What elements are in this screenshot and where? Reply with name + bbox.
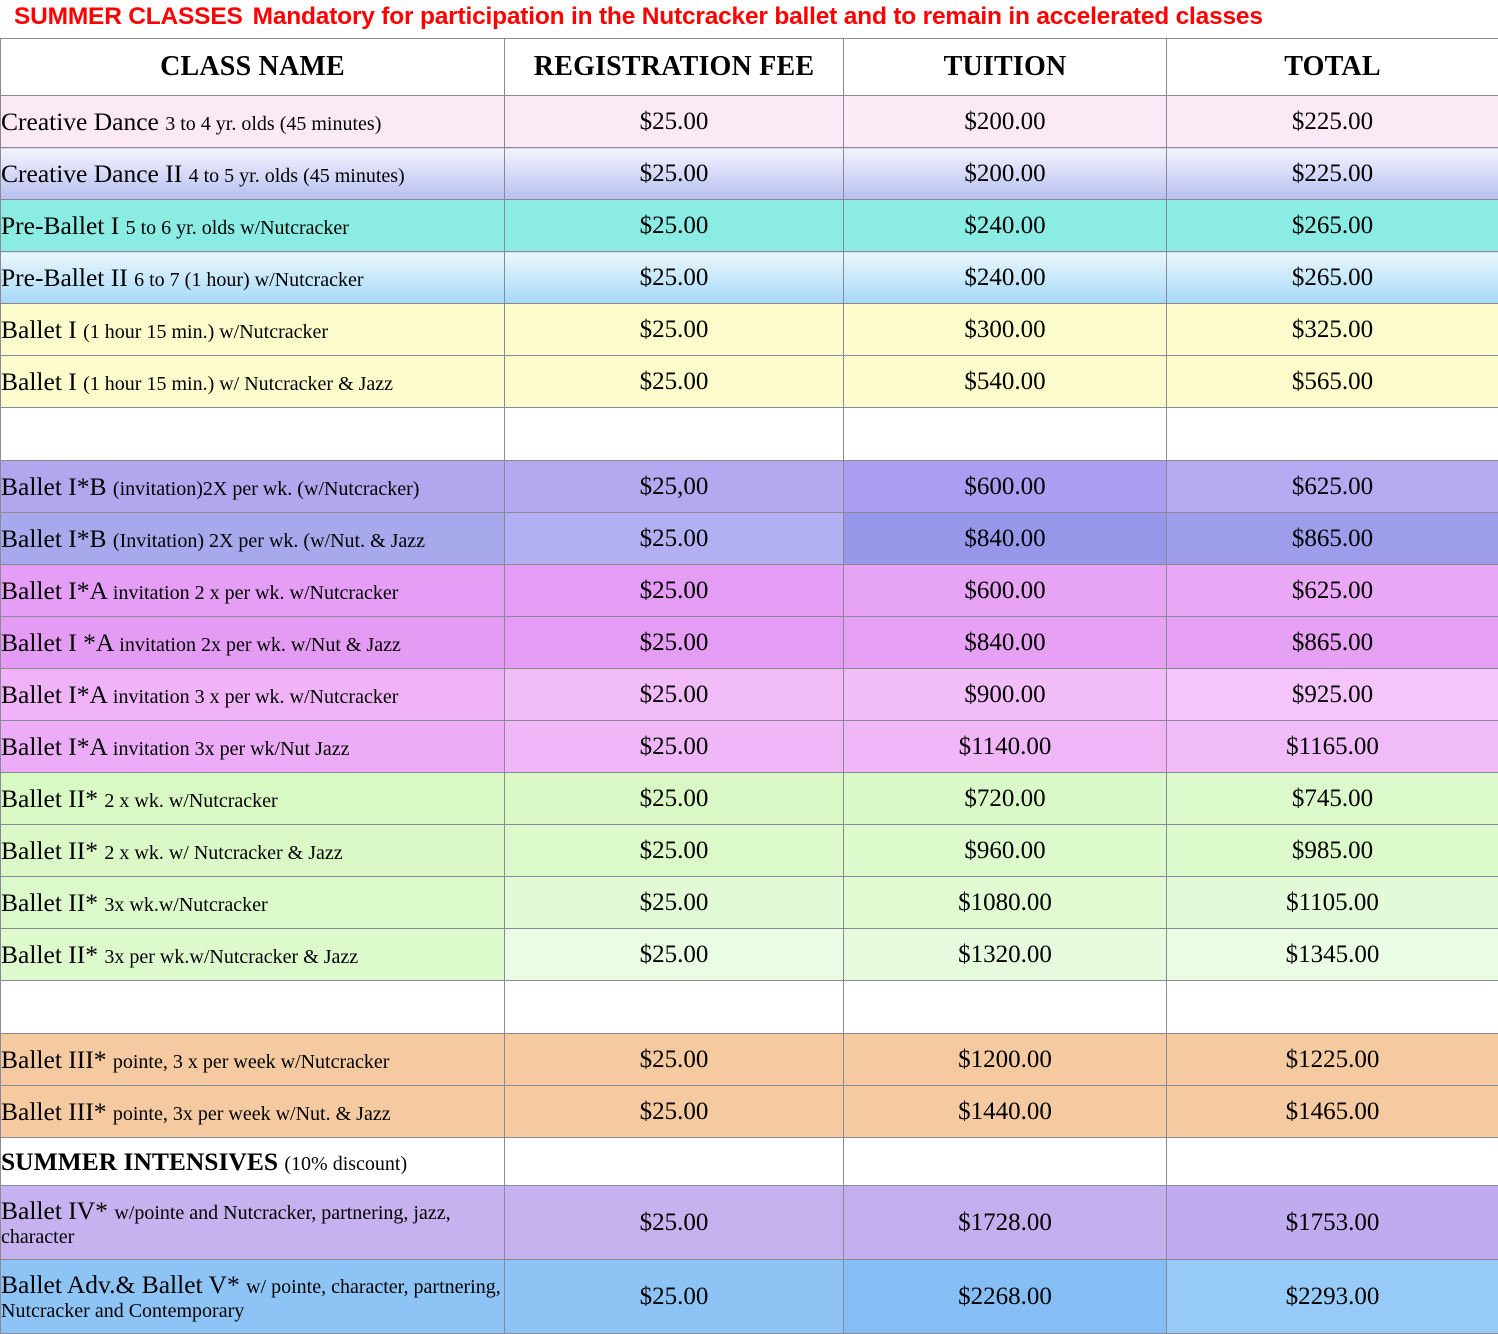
cell-total: $265.00 xyxy=(1167,200,1498,252)
table-row xyxy=(1,96,1498,148)
table-row xyxy=(1,617,1498,669)
class-name-main: Ballet I*B xyxy=(1,472,113,501)
cell-tuition: $1200.00 xyxy=(844,1034,1167,1086)
class-name-main: Creative Dance II xyxy=(1,159,189,188)
class-name-detail: (1 hour 15 min.) w/Nutcracker xyxy=(83,321,328,343)
class-name-detail: 5 to 6 yr. olds w/Nutcracker xyxy=(126,217,349,239)
cell-class-name xyxy=(1,1138,505,1186)
class-name-main: Ballet I xyxy=(1,315,83,344)
cell-registration-fee: $25.00 xyxy=(505,773,844,825)
class-name-detail: (invitation)2X per wk. (w/Nutcracker) xyxy=(113,478,420,500)
table-row xyxy=(1,200,1498,252)
banner-note: Mandatory for participation in the Nutcracker ballet and to remain in accelerated classes xyxy=(253,3,1263,30)
table-header-row xyxy=(1,39,1498,96)
class-name-main: SUMMER INTENSIVES xyxy=(1,1147,284,1176)
class-name-detail: w/pointe and Nutcracker, partnering, jazz, character xyxy=(1,1202,451,1248)
class-name-detail: 4 to 5 yr. olds (45 minutes) xyxy=(189,165,405,187)
cell-total: $625.00 xyxy=(1167,565,1498,617)
cell-total: $1225.00 xyxy=(1167,1034,1498,1086)
cell-total xyxy=(1167,1138,1498,1186)
class-name-detail: invitation 2 x per wk. w/Nutcracker xyxy=(113,582,398,604)
class-name-main: Ballet Adv.& Ballet V* xyxy=(1,1270,246,1299)
class-name-detail: pointe, 3x per week w/Nut. & Jazz xyxy=(113,1103,391,1125)
cell-registration-fee: $25.00 xyxy=(505,565,844,617)
class-name-main: Ballet III* xyxy=(1,1045,113,1074)
cell-registration-fee: $25.00 xyxy=(505,669,844,721)
cell-total: $1465.00 xyxy=(1167,1086,1498,1138)
table-row xyxy=(1,252,1498,304)
table-row xyxy=(1,877,1498,929)
table-row xyxy=(1,513,1498,565)
class-name-detail: (Invitation) 2X per wk. (w/Nut. & Jazz xyxy=(113,530,425,552)
cell-total: $925.00 xyxy=(1167,669,1498,721)
class-name-main: Ballet I *A xyxy=(1,628,119,657)
cell-registration-fee: $25.00 xyxy=(505,877,844,929)
cell-total: $985.00 xyxy=(1167,825,1498,877)
cell-registration-fee: $25,00 xyxy=(505,461,844,513)
class-name-main: Pre-Ballet II xyxy=(1,263,134,292)
cell-tuition: $600.00 xyxy=(844,461,1167,513)
cell-tuition: $900.00 xyxy=(844,669,1167,721)
cell-registration-fee: $25.00 xyxy=(505,200,844,252)
class-name-detail: invitation 2x per wk. w/Nut & Jazz xyxy=(119,634,401,656)
cell-total: $265.00 xyxy=(1167,252,1498,304)
cell-tuition: $2268.00 xyxy=(844,1260,1167,1334)
cell-class-name xyxy=(1,929,505,981)
cell-registration-fee: $25.00 xyxy=(505,252,844,304)
class-name-main: Ballet I xyxy=(1,367,83,396)
cell-total: $745.00 xyxy=(1167,773,1498,825)
table-row xyxy=(1,356,1498,408)
cell-tuition: $1140.00 xyxy=(844,721,1167,773)
page-title-banner xyxy=(0,0,1498,38)
cell-tuition: $840.00 xyxy=(844,513,1167,565)
cell-tuition: $1440.00 xyxy=(844,1086,1167,1138)
cell-registration-fee xyxy=(505,408,844,461)
cell-total: $225.00 xyxy=(1167,96,1498,148)
cell-tuition: $600.00 xyxy=(844,565,1167,617)
cell-total: $565.00 xyxy=(1167,356,1498,408)
cell-total xyxy=(1167,408,1498,461)
class-name-detail: 3x wk.w/Nutcracker xyxy=(104,894,267,916)
cell-tuition: $200.00 xyxy=(844,96,1167,148)
table-row xyxy=(1,1260,1498,1334)
cell-tuition: $1728.00 xyxy=(844,1186,1167,1260)
cell-class-name xyxy=(1,669,505,721)
cell-tuition: $300.00 xyxy=(844,304,1167,356)
cell-class-name xyxy=(1,981,505,1034)
class-name-main: Ballet III* xyxy=(1,1097,113,1126)
class-name-main: Ballet II* xyxy=(1,940,104,969)
cell-class-name xyxy=(1,408,505,461)
table-row xyxy=(1,929,1498,981)
cell-class-name xyxy=(1,617,505,669)
cell-class-name xyxy=(1,565,505,617)
cell-total: $1165.00 xyxy=(1167,721,1498,773)
table-row xyxy=(1,773,1498,825)
cell-tuition: $1320.00 xyxy=(844,929,1167,981)
cell-tuition: $240.00 xyxy=(844,200,1167,252)
class-name-detail: 2 x wk. w/Nutcracker xyxy=(104,790,277,812)
cell-class-name xyxy=(1,200,505,252)
class-name-main: Ballet II* xyxy=(1,888,104,917)
cell-registration-fee: $25.00 xyxy=(505,721,844,773)
column-header-total: TOTAL xyxy=(1167,39,1498,96)
class-name-main: Pre-Ballet I xyxy=(1,211,126,240)
table-row xyxy=(1,1186,1498,1260)
cell-total: $1105.00 xyxy=(1167,877,1498,929)
cell-tuition: $720.00 xyxy=(844,773,1167,825)
table-row xyxy=(1,1138,1498,1186)
cell-class-name xyxy=(1,825,505,877)
table-row xyxy=(1,461,1498,513)
cell-tuition: $960.00 xyxy=(844,825,1167,877)
table-body xyxy=(1,96,1498,1334)
column-header-class-name: CLASS NAME xyxy=(1,39,505,96)
cell-registration-fee xyxy=(505,1138,844,1186)
table-row xyxy=(1,304,1498,356)
class-name-main: Ballet I*A xyxy=(1,576,113,605)
class-name-detail: invitation 3x per wk/Nut Jazz xyxy=(113,738,350,760)
cell-total: $625.00 xyxy=(1167,461,1498,513)
cell-tuition xyxy=(844,1138,1167,1186)
table-row xyxy=(1,1034,1498,1086)
cell-class-name xyxy=(1,252,505,304)
summer-classes-table xyxy=(0,38,1498,1334)
cell-class-name xyxy=(1,1034,505,1086)
cell-total: $865.00 xyxy=(1167,617,1498,669)
table-row xyxy=(1,721,1498,773)
cell-registration-fee: $25.00 xyxy=(505,1086,844,1138)
cell-class-name xyxy=(1,721,505,773)
class-name-main: Creative Dance xyxy=(1,107,165,136)
table-row xyxy=(1,1086,1498,1138)
table-row xyxy=(1,148,1498,200)
cell-registration-fee: $25.00 xyxy=(505,96,844,148)
class-name-main: Ballet II* xyxy=(1,784,104,813)
cell-class-name xyxy=(1,1086,505,1138)
cell-registration-fee: $25.00 xyxy=(505,1186,844,1260)
cell-class-name xyxy=(1,1186,505,1260)
class-name-main: Ballet I*A xyxy=(1,732,113,761)
cell-total: $1753.00 xyxy=(1167,1186,1498,1260)
cell-tuition xyxy=(844,408,1167,461)
table-row xyxy=(1,825,1498,877)
class-name-main: Ballet IV* xyxy=(1,1196,114,1225)
class-name-detail: 2 x wk. w/ Nutcracker & Jazz xyxy=(104,842,342,864)
table-spacer-row xyxy=(1,408,1498,461)
cell-registration-fee: $25.00 xyxy=(505,513,844,565)
cell-total xyxy=(1167,981,1498,1034)
cell-tuition: $1080.00 xyxy=(844,877,1167,929)
class-name-detail: pointe, 3 x per week w/Nutcracker xyxy=(113,1051,390,1073)
cell-class-name xyxy=(1,304,505,356)
cell-class-name xyxy=(1,96,505,148)
cell-tuition: $200.00 xyxy=(844,148,1167,200)
class-name-main: Ballet I*A xyxy=(1,680,113,709)
cell-registration-fee: $25.00 xyxy=(505,148,844,200)
cell-class-name xyxy=(1,356,505,408)
class-name-detail: 3x per wk.w/Nutcracker & Jazz xyxy=(104,946,358,968)
cell-tuition: $240.00 xyxy=(844,252,1167,304)
cell-total: $325.00 xyxy=(1167,304,1498,356)
cell-registration-fee: $25.00 xyxy=(505,1260,844,1334)
cell-registration-fee: $25.00 xyxy=(505,1034,844,1086)
cell-class-name xyxy=(1,877,505,929)
cell-registration-fee xyxy=(505,981,844,1034)
cell-registration-fee: $25.00 xyxy=(505,356,844,408)
cell-registration-fee: $25.00 xyxy=(505,825,844,877)
cell-registration-fee: $25.00 xyxy=(505,304,844,356)
cell-total: $2293.00 xyxy=(1167,1260,1498,1334)
column-header-registration-fee: REGISTRATION FEE xyxy=(505,39,844,96)
cell-tuition: $840.00 xyxy=(844,617,1167,669)
cell-total: $225.00 xyxy=(1167,148,1498,200)
cell-total: $865.00 xyxy=(1167,513,1498,565)
cell-class-name xyxy=(1,148,505,200)
table-row xyxy=(1,669,1498,721)
cell-tuition xyxy=(844,981,1167,1034)
class-name-main: Ballet II* xyxy=(1,836,104,865)
class-name-detail: (10% discount) xyxy=(284,1153,407,1175)
cell-class-name xyxy=(1,773,505,825)
cell-registration-fee: $25.00 xyxy=(505,617,844,669)
cell-class-name xyxy=(1,513,505,565)
table-row xyxy=(1,565,1498,617)
class-name-detail: (1 hour 15 min.) w/ Nutcracker & Jazz xyxy=(83,373,393,395)
cell-class-name xyxy=(1,461,505,513)
column-header-tuition: TUITION xyxy=(844,39,1167,96)
table-spacer-row xyxy=(1,981,1498,1034)
cell-class-name xyxy=(1,1260,505,1334)
banner-lead: SUMMER CLASSES xyxy=(14,3,243,30)
cell-tuition: $540.00 xyxy=(844,356,1167,408)
class-name-detail: 6 to 7 (1 hour) w/Nutcracker xyxy=(134,269,363,291)
class-name-detail: 3 to 4 yr. olds (45 minutes) xyxy=(165,113,381,135)
class-name-detail: w/ pointe, character, partnering, Nutcracker and Contemporary xyxy=(1,1276,501,1322)
class-name-detail: invitation 3 x per wk. w/Nutcracker xyxy=(113,686,398,708)
class-name-main: Ballet I*B xyxy=(1,524,113,553)
cell-registration-fee: $25.00 xyxy=(505,929,844,981)
cell-total: $1345.00 xyxy=(1167,929,1498,981)
